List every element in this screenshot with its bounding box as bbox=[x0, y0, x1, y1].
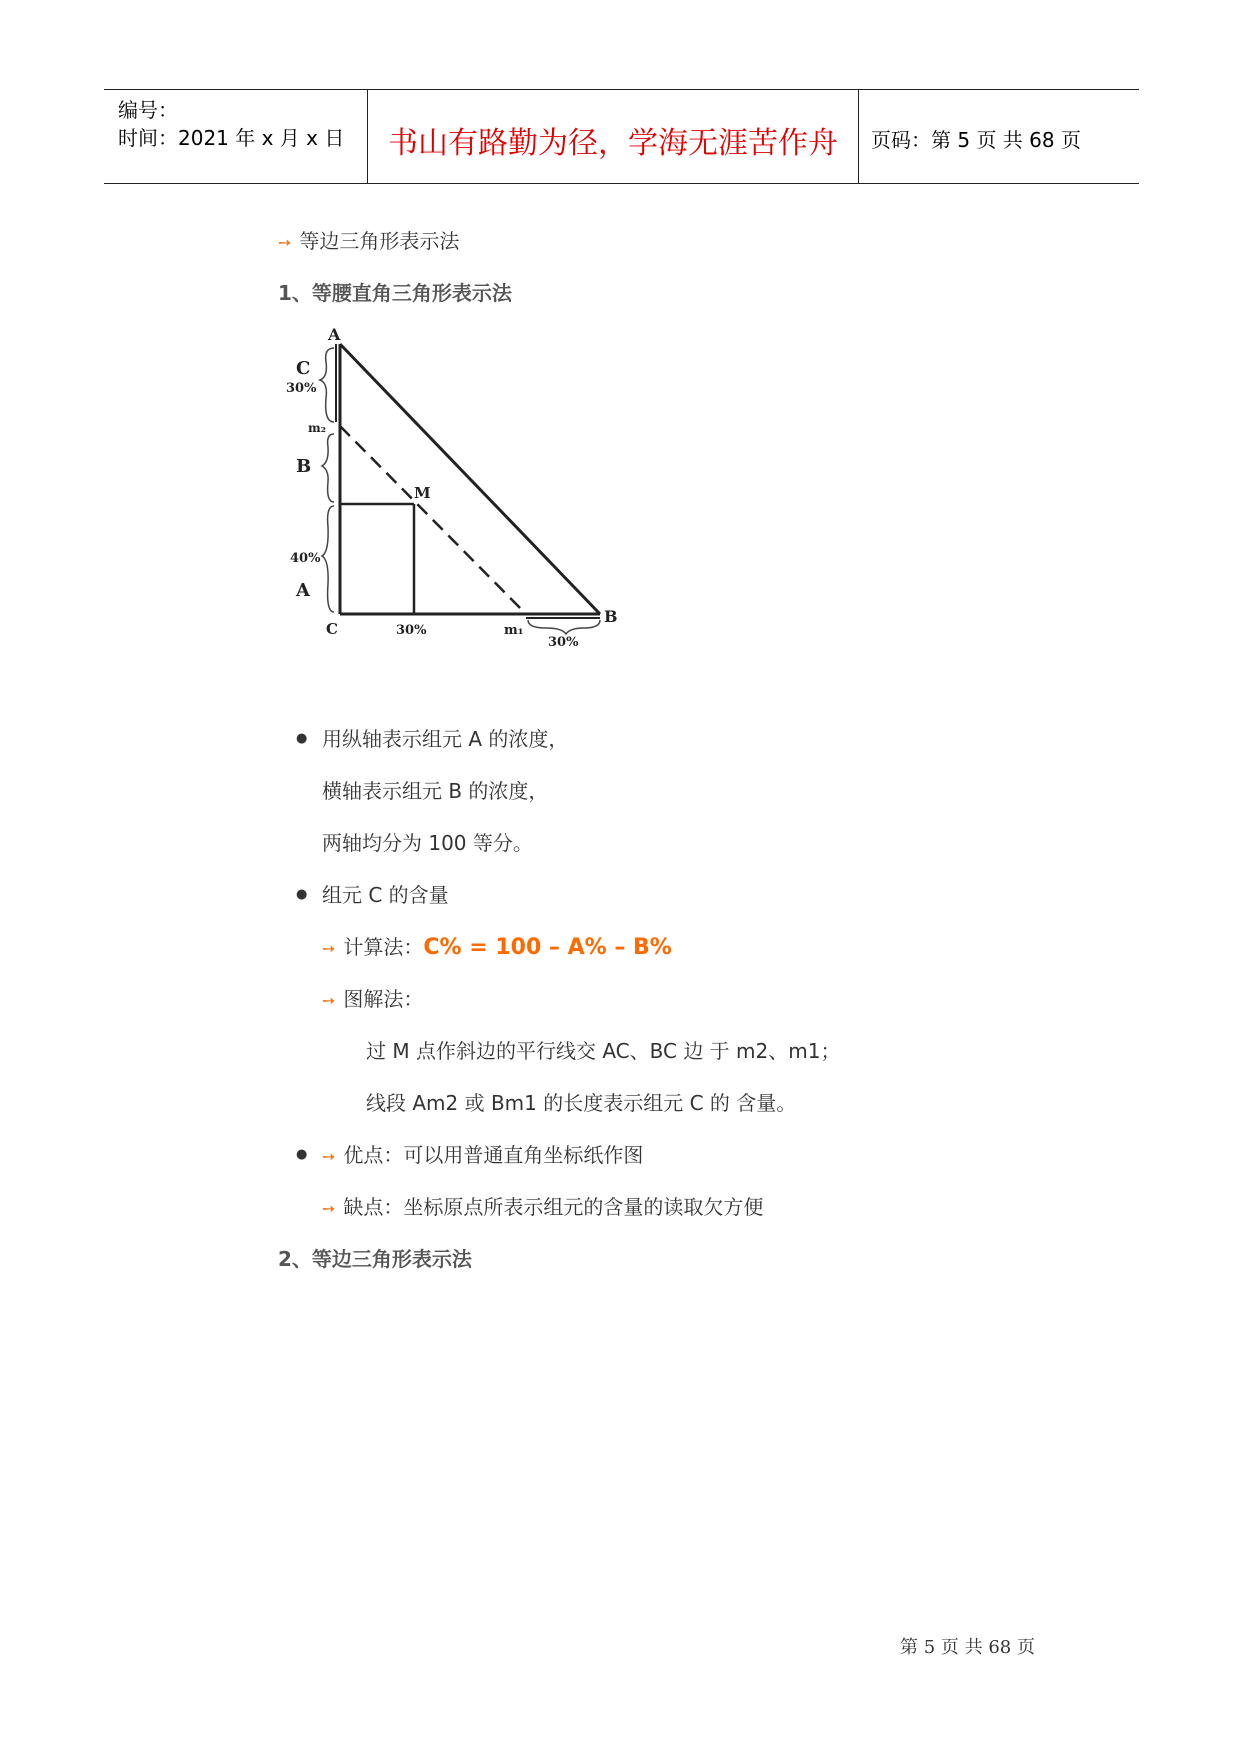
label-pct-top: 30% bbox=[286, 381, 317, 396]
arrow-icon: ➙ bbox=[322, 991, 336, 1010]
arrow-icon: ➙ bbox=[278, 233, 292, 252]
arrow-icon: ➙ bbox=[322, 1147, 336, 1166]
label-pct-30-bottom: 30% bbox=[396, 623, 427, 638]
bullet-dot: ● bbox=[296, 887, 308, 902]
header-page-info: 页码：第 5 页 共 68 页 bbox=[871, 128, 1081, 152]
label-m1: m₁ bbox=[504, 623, 524, 638]
label-B-side: B bbox=[296, 456, 312, 477]
time-label: 时间：2021 年 x 月 x 日 bbox=[118, 126, 345, 150]
bullet2-text: 组元 C 的含量 bbox=[322, 883, 449, 907]
advantage bbox=[322, 1139, 643, 1168]
disadvantage-text: 缺点：坐标原点所表示组元的含量的读取欠方便 bbox=[343, 1195, 764, 1219]
page-footer: 第 5 页 共 68 页 bbox=[900, 1637, 1035, 1658]
dashed-parallel-line bbox=[340, 426, 526, 614]
arrow-icon: ➙ bbox=[322, 939, 336, 958]
graph-line1: 过 M 点作斜边的平行线交 AC、BC 边 于 m2、m1； bbox=[366, 1039, 841, 1063]
calc-method bbox=[322, 931, 672, 960]
label-B: B bbox=[604, 607, 618, 626]
arrow-icon: ➙ bbox=[322, 1199, 336, 1218]
label-m2: m₂ bbox=[308, 421, 326, 435]
header-left-cell bbox=[104, 90, 367, 183]
sub-item-text: 等边三角形表示法 bbox=[299, 229, 460, 253]
label-M: M bbox=[414, 484, 431, 502]
calc-label: 计算法： bbox=[343, 935, 424, 959]
heading-2: 2、等边三角形表示法 bbox=[278, 1247, 472, 1271]
header-middle-cell bbox=[367, 90, 859, 183]
disadvantage bbox=[322, 1191, 763, 1220]
heading-1: 1、等腰直角三角形表示法 bbox=[278, 281, 512, 305]
bullet-dot: ● bbox=[296, 1147, 308, 1162]
label-pct-30-right: 30% bbox=[548, 635, 579, 650]
label-C-side: C bbox=[296, 358, 311, 379]
label-A-side: A bbox=[296, 580, 310, 601]
header-right-cell bbox=[859, 90, 1139, 183]
advantage-text: 优点：可以用普通直角坐标纸作图 bbox=[343, 1143, 644, 1167]
label-A: A bbox=[328, 325, 341, 344]
label-pct-40: 40% bbox=[290, 551, 321, 566]
label-C-corner: C bbox=[326, 620, 338, 638]
calc-formula: C% = 100 – A% – B% bbox=[423, 935, 672, 960]
page-header bbox=[104, 89, 1139, 184]
number-label: 编号： bbox=[118, 98, 178, 122]
bullet1-line2: 横轴表示组元 B 的浓度， bbox=[322, 779, 549, 803]
bullet1-line3: 两轴均分为 100 等分。 bbox=[322, 831, 533, 855]
motto: 书山有路勤为径，学海无涯苦作舟 bbox=[388, 126, 838, 161]
graph-method bbox=[322, 983, 423, 1012]
bullet1-line1: 用纵轴表示组元 A 的浓度， bbox=[322, 727, 569, 751]
bullet-dot: ● bbox=[296, 731, 308, 746]
graph-label: 图解法： bbox=[343, 987, 424, 1011]
graph-line2: 线段 Am2 或 Bm1 的长度表示组元 C 的 含量。 bbox=[366, 1091, 797, 1115]
sub-item bbox=[278, 225, 459, 254]
hypotenuse-AB bbox=[340, 344, 600, 614]
isosceles-right-triangle-figure bbox=[278, 322, 638, 652]
